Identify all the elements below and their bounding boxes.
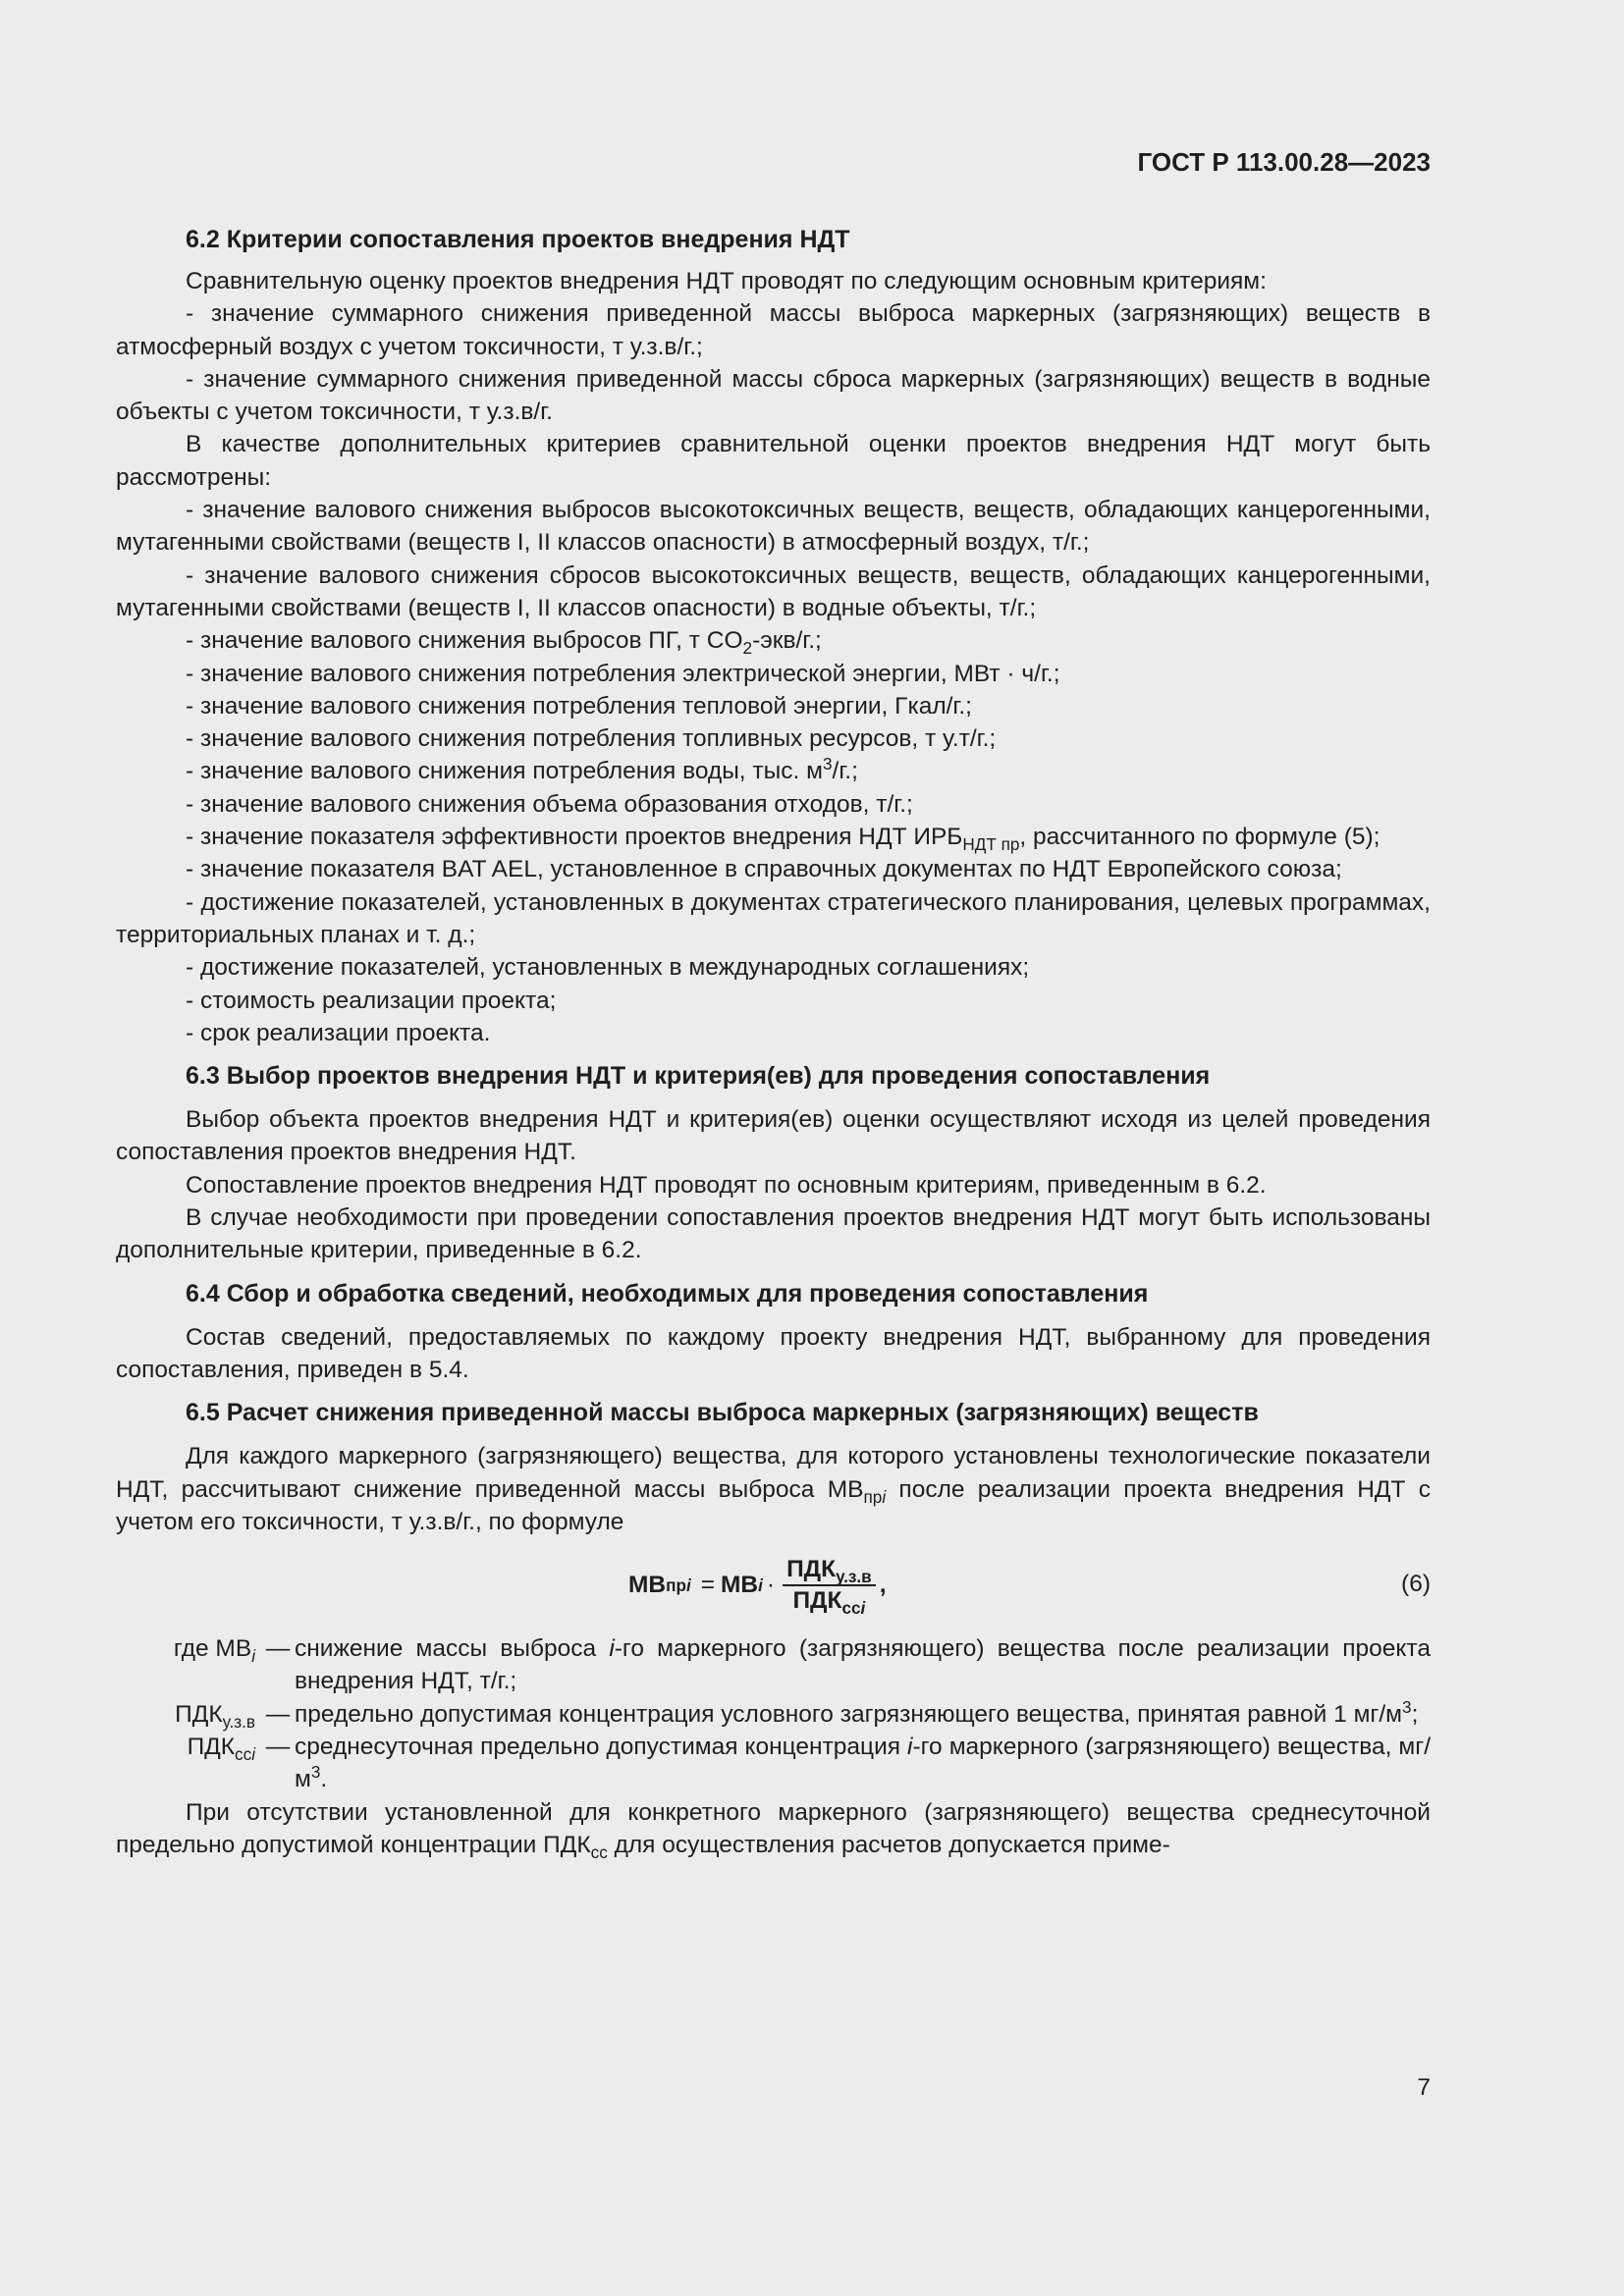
list-item: - значение валового снижения потребления тепловой энергии, Гкал/г.; <box>186 692 972 720</box>
legend-description: снижение массы выброса i-го маркерного (загрязняющего) вещества после реализации проекта внедрения НДТ, т/г.; <box>295 1635 1431 1695</box>
list-item: - значение валового снижения потребления электрической энергии, МВт · ч/г.; <box>186 660 1060 687</box>
list-item: - стоимость реализации проекта; <box>186 987 557 1014</box>
paragraph: Сопоставление проектов внедрения НДТ проводят по основным критериям, приведенным в 6.2. <box>186 1171 1267 1199</box>
list-item: - значение валового снижения потребления топливных ресурсов, т у.т/г.; <box>186 725 997 753</box>
list-item: - значение суммарного снижения приведенной массы сброса маркерных (загрязняющих) веществ в водные объекты с учетом токсичности, т у.з.в/г. <box>116 365 1431 426</box>
formula-expression: МВ прi = МВ i · $\frac{ПДК_{у.з.в}}{ПДК_{ссi}}$ , <box>628 1556 887 1618</box>
paragraph: Для каждого маркерного (загрязняющего) вещества, для которого установлены технологические показатели НДТ, рассчитывают снижение приведенной массы выброса $МВ_{прi}$ после реализации проекта внедрения НДТ с учетом его токсичности, т у.з.в/г., по формуле <box>116 1443 1432 1535</box>
legend-description: предельно допустимая концентрация условного загрязняющего вещества, принятая равной 1 $мг/м^3$; <box>295 1696 1419 1728</box>
list-item: - значение валового снижения объема образования отходов, т/г.; <box>186 790 913 818</box>
legend-description: среднесуточная предельно допустимая концентрация i-го маркерного (загрязняющего) вещества, $мг/м^3$. <box>295 1733 1431 1793</box>
paragraph: Сравнительную оценку проектов внедрения НДТ проводят по следующим основным критериям: <box>186 268 1267 294</box>
list-item: - достижение показателей, установленных в международных соглашениях; <box>186 954 1030 982</box>
section-6-2-heading: 6.2 Критерии сопоставления проектов внедрения НДТ <box>186 226 850 253</box>
legend-dash: — <box>265 1635 291 1663</box>
section-6-4-heading: 6.4 Сбор и обработка сведений, необходимых для проведения сопоставления <box>186 1279 1149 1308</box>
formula-legend <box>116 1632 1431 1795</box>
paragraph: Выбор объекта проектов внедрения НДТ и критерия(ев) оценки осуществляют исходя из целей проведения сопоставления проектов внедрения НДТ. <box>116 1106 1431 1166</box>
paragraph: В качестве дополнительных критериев сравнительной оценки проектов внедрения НДТ могут быть рассмотрены: <box>116 431 1431 491</box>
legend-dash: — <box>265 1700 291 1728</box>
list-item: - значение валового снижения потребления воды, тыс. $м^3/г$.; <box>186 754 858 785</box>
section-6-5-heading: 6.5 Расчет снижения приведенной массы выброса маркерных (загрязняющих) веществ <box>186 1399 1259 1427</box>
formula-number: (6) <box>1401 1571 1431 1598</box>
paragraph: Состав сведений, предоставляемых по каждому проекту внедрения НДТ, выбранному для проведения сопоставления, приведен в 5.4. <box>116 1323 1431 1383</box>
list-item: - значение суммарного снижения приведенной массы выброса маркерных (загрязняющих) веществ в атмосферный воздух с учетом токсичности, т у.з.в/г.; <box>116 300 1431 360</box>
document-code: ГОСТ Р 113.00.28—2023 <box>1137 147 1431 177</box>
list-item: - значение валового снижения выбросов ПГ, т $CO_2-экв/г$.; <box>186 627 822 659</box>
formula-6 <box>116 1544 1431 1629</box>
list-item: - достижение показателей, установленных в документах стратегического планирования, целевых программах, территориальных планах и т. д.; <box>116 888 1431 948</box>
list-item: - значение валового снижения сбросов высокотоксичных веществ, веществ, обладающих канцерогенными, мутагенными свойствами (веществ I, II классов опасности) в водные объекты, т/г.; <box>116 561 1431 621</box>
paragraph: При отсутствии установленной для конкретного маркерного (загрязняющего) вещества среднесуточной предельно допустимой концентрации $ПДК_{сс}$ для осуществления расчетов допускается приме- <box>116 1798 1431 1862</box>
legend-term: $ПДК_{у.з.в}$ <box>175 1700 255 1732</box>
section-6-3-heading: 6.3 Выбор проектов внедрения НДТ и критерия(ев) для проведения сопоставления <box>186 1062 1211 1091</box>
page-content <box>116 224 1431 1861</box>
legend-dash: — <box>265 1733 291 1760</box>
legend-term: где $МВ_i$ <box>173 1635 255 1666</box>
fraction-denominator: $ПДК_{ссi}$ <box>792 1587 866 1618</box>
list-item: - значение валового снижения выбросов высокотоксичных веществ, веществ, обладающих канцерогенными, мутагенными свойствами (веществ I, II классов опасности) в атмосферный воздух, т/г.; <box>116 497 1431 557</box>
list-item: - срок реализации проекта. <box>186 1019 491 1046</box>
paragraph: В случае необходимости при проведении сопоставления проектов внедрения НДТ могут быть использованы дополнительные критерии, приведенные в 6.2. <box>116 1204 1431 1264</box>
list-item: - значение показателя эффективности проектов внедрения НДТ $ИРБ_{НДТ пр}$, рассчитанного по формуле (5); <box>186 824 1380 854</box>
page-number: 7 <box>1417 2074 1431 2101</box>
fraction-numerator: $ПДК_{у.з.в}$ <box>783 1556 876 1586</box>
legend-term: $ПДК_{ссi}$ <box>187 1733 255 1764</box>
list-item: - значение показателя BAT AEL, установленное в справочных документах по НДТ Европейского союза; <box>186 856 1342 883</box>
formula-fraction <box>783 1556 876 1618</box>
